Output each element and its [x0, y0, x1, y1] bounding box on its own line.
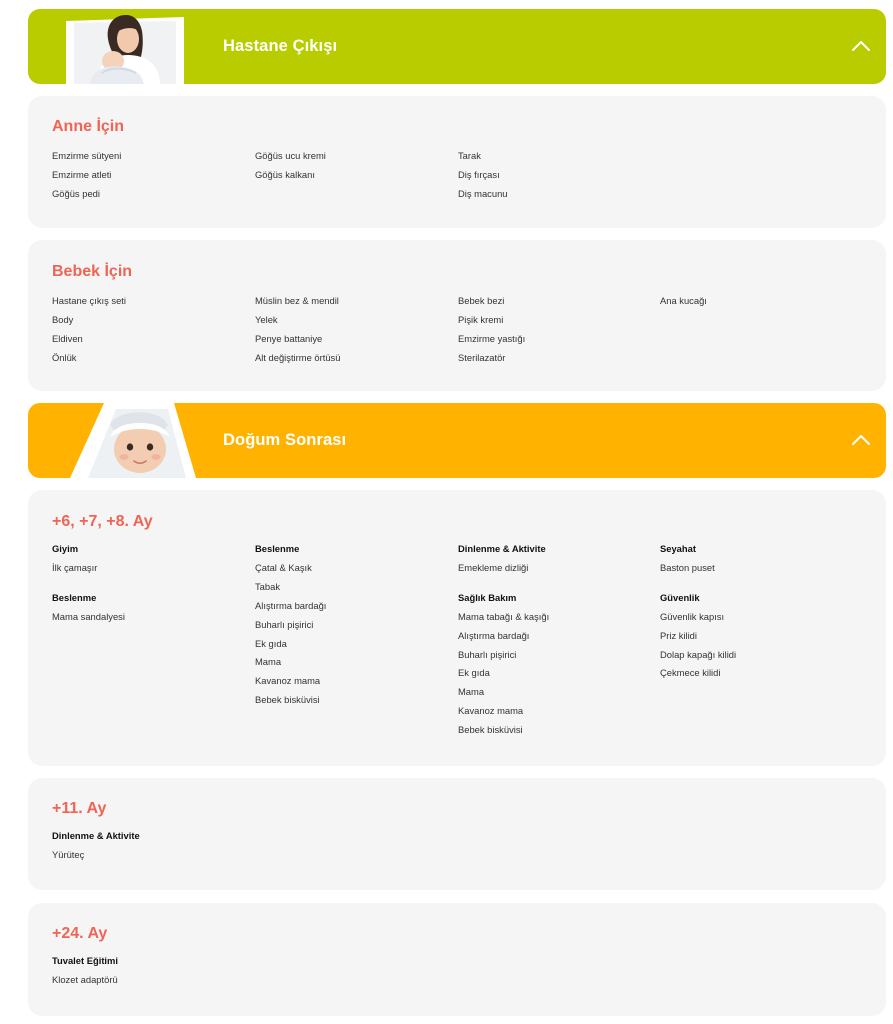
category-heading: Dinlenme & Aktivite — [458, 543, 546, 554]
month-11-column-1 — [52, 827, 252, 865]
list-item[interactable]: Bebek bezi — [458, 295, 505, 306]
list-item[interactable]: Priz kilidi — [660, 629, 697, 641]
list-item[interactable]: Güvenlik kapısı — [660, 610, 725, 622]
for-baby-card — [28, 240, 886, 391]
chevron-up-icon[interactable] — [846, 31, 876, 61]
list-item[interactable]: Emekleme dizliği — [458, 561, 529, 573]
for-baby-column-4 — [660, 292, 860, 311]
list-item[interactable]: Penye battaniye — [255, 332, 323, 344]
list-item[interactable]: Önlük — [52, 351, 77, 363]
list-item[interactable]: Müslin bez & mendil — [255, 295, 339, 306]
list-item[interactable]: Ek gıda — [255, 637, 287, 649]
list-item[interactable]: Eldiven — [52, 332, 83, 344]
list-item[interactable]: Emzirme sütyeni — [52, 150, 122, 161]
list-item[interactable]: Hastane çıkış seti — [52, 295, 126, 306]
chevron-up-icon[interactable] — [846, 425, 876, 455]
list-item[interactable]: Sterilazatör — [458, 351, 506, 363]
list-item[interactable]: Klozet adaptörü — [52, 973, 118, 985]
for-baby-title: Bebek İçin — [52, 263, 133, 280]
category-heading: Tuvalet Eğitimi — [52, 955, 118, 966]
mother-baby-photo — [66, 9, 186, 84]
list-item[interactable]: Alıştırma bardağı — [255, 599, 327, 611]
list-item[interactable]: Mama — [458, 686, 485, 698]
category-heading: Beslenme — [52, 591, 97, 603]
category-heading: Dinlenme & Aktivite — [52, 830, 140, 841]
month-6-8-column-2 — [255, 540, 455, 710]
hospital-discharge-banner[interactable] — [28, 9, 886, 84]
hospital-discharge-title: Hastane Çıkışı — [223, 37, 338, 55]
month-6-8-title: +6, +7, +8. Ay — [52, 513, 153, 530]
list-item[interactable]: Bebek bisküvisi — [458, 724, 523, 736]
category-heading: Seyahat — [660, 543, 696, 554]
for-baby-column-1 — [52, 292, 252, 368]
list-item[interactable]: Yelek — [255, 313, 278, 325]
month-11-title: +11. Ay — [52, 800, 107, 817]
list-item[interactable]: Diş fırçası — [458, 168, 500, 180]
for-baby-column-2 — [255, 292, 455, 368]
list-item[interactable]: Bebek bisküvisi — [255, 694, 320, 706]
for-mother-column-3 — [458, 147, 658, 204]
for-mother-title: Anne İçin — [52, 118, 125, 135]
for-baby-column-3 — [458, 292, 658, 368]
list-item[interactable]: Çatal & Kaşık — [255, 561, 312, 573]
month-6-8-column-4 — [660, 540, 860, 683]
month-6-8-column-3 — [458, 540, 658, 740]
list-item[interactable]: Buharlı pişirici — [458, 648, 517, 660]
category-heading: Beslenme — [255, 543, 300, 554]
list-item[interactable]: İlk çamaşır — [52, 561, 98, 573]
for-mother-column-1 — [52, 147, 252, 204]
list-item[interactable]: Göğüs kalkanı — [255, 168, 315, 180]
month-6-8-card — [28, 490, 886, 766]
list-item[interactable]: Mama sandalyesi — [52, 610, 125, 622]
category-heading: Güvenlik — [660, 591, 700, 603]
baby-towel-photo — [64, 403, 198, 478]
list-item[interactable]: Göğüs pedi — [52, 187, 100, 199]
month-24-card — [28, 903, 886, 1016]
list-item[interactable]: Pişik kremi — [458, 313, 504, 325]
list-item[interactable]: Buharlı pişirici — [255, 618, 314, 630]
list-item[interactable]: Ek gıda — [458, 667, 490, 679]
category-heading: Sağlık Bakım — [458, 591, 517, 603]
for-mother-card — [28, 96, 886, 228]
list-item[interactable]: Mama tabağı & kaşığı — [458, 610, 550, 622]
list-item[interactable]: Baston puset — [660, 561, 715, 573]
list-item[interactable]: Emzirme atleti — [52, 168, 112, 180]
month-11-card — [28, 778, 886, 890]
list-item[interactable]: Kavanoz mama — [458, 705, 524, 717]
list-item[interactable]: Mama — [255, 656, 282, 668]
list-item[interactable]: Diş macunu — [458, 187, 508, 199]
category-heading: Giyim — [52, 543, 79, 554]
list-item[interactable]: Kavanoz mama — [255, 675, 321, 687]
list-item[interactable]: Ana kucağı — [660, 295, 707, 306]
list-item[interactable]: Body — [52, 313, 74, 325]
for-mother-column-2 — [255, 147, 455, 185]
list-item[interactable]: Tabak — [255, 580, 281, 592]
month-24-column-1 — [52, 952, 252, 990]
month-6-8-column-1 — [52, 540, 252, 627]
list-item[interactable]: Alt değiştirme örtüsü — [255, 351, 341, 363]
list-item[interactable]: Göğüs ucu kremi — [255, 150, 326, 161]
post-birth-title: Doğum Sonrası — [223, 431, 347, 449]
month-24-title: +24. Ay — [52, 925, 108, 942]
list-item[interactable]: Dolap kapağı kilidi — [660, 648, 737, 660]
list-item[interactable]: Tarak — [458, 150, 481, 161]
list-item[interactable]: Çekmece kilidi — [660, 667, 721, 679]
list-item[interactable]: Alıştırma bardağı — [458, 629, 530, 641]
list-item[interactable]: Emzirme yastığı — [458, 332, 526, 344]
list-item[interactable]: Yürüteç — [52, 848, 85, 860]
post-birth-banner[interactable] — [28, 403, 886, 478]
